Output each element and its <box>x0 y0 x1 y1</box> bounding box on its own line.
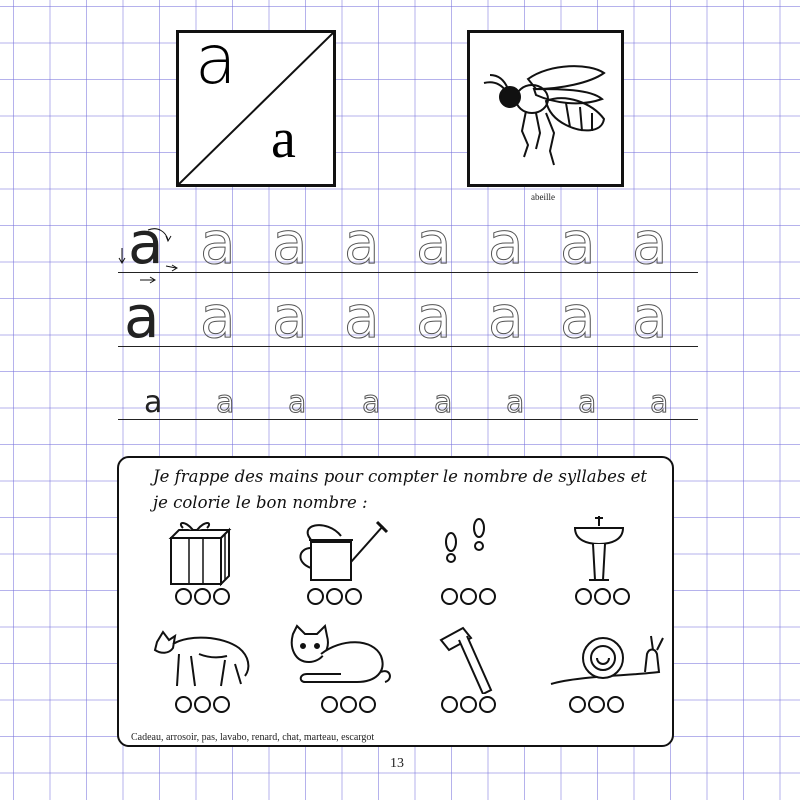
syllable-circle[interactable] <box>441 588 458 605</box>
syllable-circles <box>175 696 230 713</box>
exercise-item-gift <box>149 518 259 638</box>
exercise-item-cat <box>281 624 391 744</box>
syllable-circle[interactable] <box>441 696 458 713</box>
syllable-circles <box>441 588 496 605</box>
trace-letter[interactable]: a <box>272 283 308 351</box>
print-letter: a <box>271 108 296 170</box>
exercise-item-hammer <box>419 624 529 744</box>
syllable-circle[interactable] <box>307 588 324 605</box>
syllable-circles <box>575 588 630 605</box>
bee-picture-box <box>467 30 624 187</box>
syllable-circle[interactable] <box>460 696 477 713</box>
fox-icon <box>139 624 259 694</box>
syllable-circle[interactable] <box>607 696 624 713</box>
page-number: 13 <box>390 756 404 771</box>
answer-key: Cadeau, arrosoir, pas, lavabo, renard, chat, marteau, escargot <box>131 732 375 743</box>
trace-letter[interactable]: a <box>488 283 524 351</box>
syllable-circle[interactable] <box>460 588 477 605</box>
syllable-circle[interactable] <box>194 588 211 605</box>
trace-letter[interactable]: a <box>216 385 235 420</box>
syllable-circle[interactable] <box>588 696 605 713</box>
sink-icon <box>549 514 649 590</box>
syllable-circles <box>569 696 624 713</box>
syllable-circles <box>321 696 376 713</box>
bee-illustration <box>470 33 621 184</box>
model-letter: a <box>128 209 164 277</box>
trace-letter[interactable]: a <box>560 209 596 277</box>
syllable-circle[interactable] <box>479 696 496 713</box>
tracing-row-3 <box>118 385 698 432</box>
exercise-item-watering-can <box>281 518 391 638</box>
syllable-circle[interactable] <box>359 696 376 713</box>
trace-letter[interactable]: a <box>434 385 453 420</box>
trace-letter[interactable]: a <box>288 385 307 420</box>
syllable-circle[interactable] <box>326 588 343 605</box>
syllable-circle[interactable] <box>213 588 230 605</box>
trace-letter[interactable]: a <box>632 209 668 277</box>
exercise-item-sink <box>549 514 659 634</box>
syllable-circle[interactable] <box>479 588 496 605</box>
syllable-circle[interactable] <box>569 696 586 713</box>
exercise-item-snail <box>547 624 657 744</box>
footprints-icon <box>415 518 515 588</box>
trace-letter[interactable]: a <box>344 209 380 277</box>
tracing-row-2 <box>118 283 698 360</box>
syllable-circles <box>441 696 496 713</box>
snail-icon <box>547 624 667 694</box>
model-letter: a <box>144 385 163 420</box>
syllable-circle[interactable] <box>594 588 611 605</box>
exercise-instruction: Je frappe des mains pour compter le nombre de syllabes et je colorie le bon nombre : <box>153 467 648 512</box>
trace-letter[interactable]: a <box>200 283 236 351</box>
picture-caption: abeille <box>531 192 555 202</box>
trace-letter[interactable]: a <box>632 283 668 351</box>
trace-letter[interactable]: a <box>650 385 669 420</box>
trace-letter[interactable]: a <box>416 283 452 351</box>
syllable-circle[interactable] <box>321 696 338 713</box>
syllable-circle[interactable] <box>613 588 630 605</box>
baseline <box>118 419 698 420</box>
trace-letter[interactable]: a <box>560 283 596 351</box>
trace-letter[interactable]: a <box>506 385 525 420</box>
syllable-exercise-panel <box>117 456 674 747</box>
letter-box <box>176 21 336 187</box>
gift-icon <box>149 518 249 588</box>
script-letter: a <box>195 21 237 100</box>
tracing-row-1 <box>118 209 698 284</box>
exercise-item-fox <box>139 624 249 744</box>
model-letter: a <box>124 283 160 351</box>
trace-letter[interactable]: a <box>362 385 381 420</box>
syllable-circle[interactable] <box>213 696 230 713</box>
syllable-circle[interactable] <box>194 696 211 713</box>
syllable-circles <box>307 588 362 605</box>
trace-letter[interactable]: a <box>272 209 308 277</box>
trace-letter[interactable]: a <box>488 209 524 277</box>
trace-letter[interactable]: a <box>416 209 452 277</box>
trace-letter[interactable]: a <box>200 209 236 277</box>
watering-can-icon <box>281 518 391 588</box>
syllable-circle[interactable] <box>575 588 592 605</box>
hammer-icon <box>419 624 519 694</box>
trace-letter[interactable]: a <box>578 385 597 420</box>
syllable-circle[interactable] <box>345 588 362 605</box>
syllable-circle[interactable] <box>175 696 192 713</box>
syllable-circles <box>175 588 230 605</box>
syllable-circle[interactable] <box>340 696 357 713</box>
cat-icon <box>281 624 401 694</box>
syllable-circle[interactable] <box>175 588 192 605</box>
exercise-item-footprints <box>415 518 525 638</box>
trace-letter[interactable]: a <box>344 283 380 351</box>
